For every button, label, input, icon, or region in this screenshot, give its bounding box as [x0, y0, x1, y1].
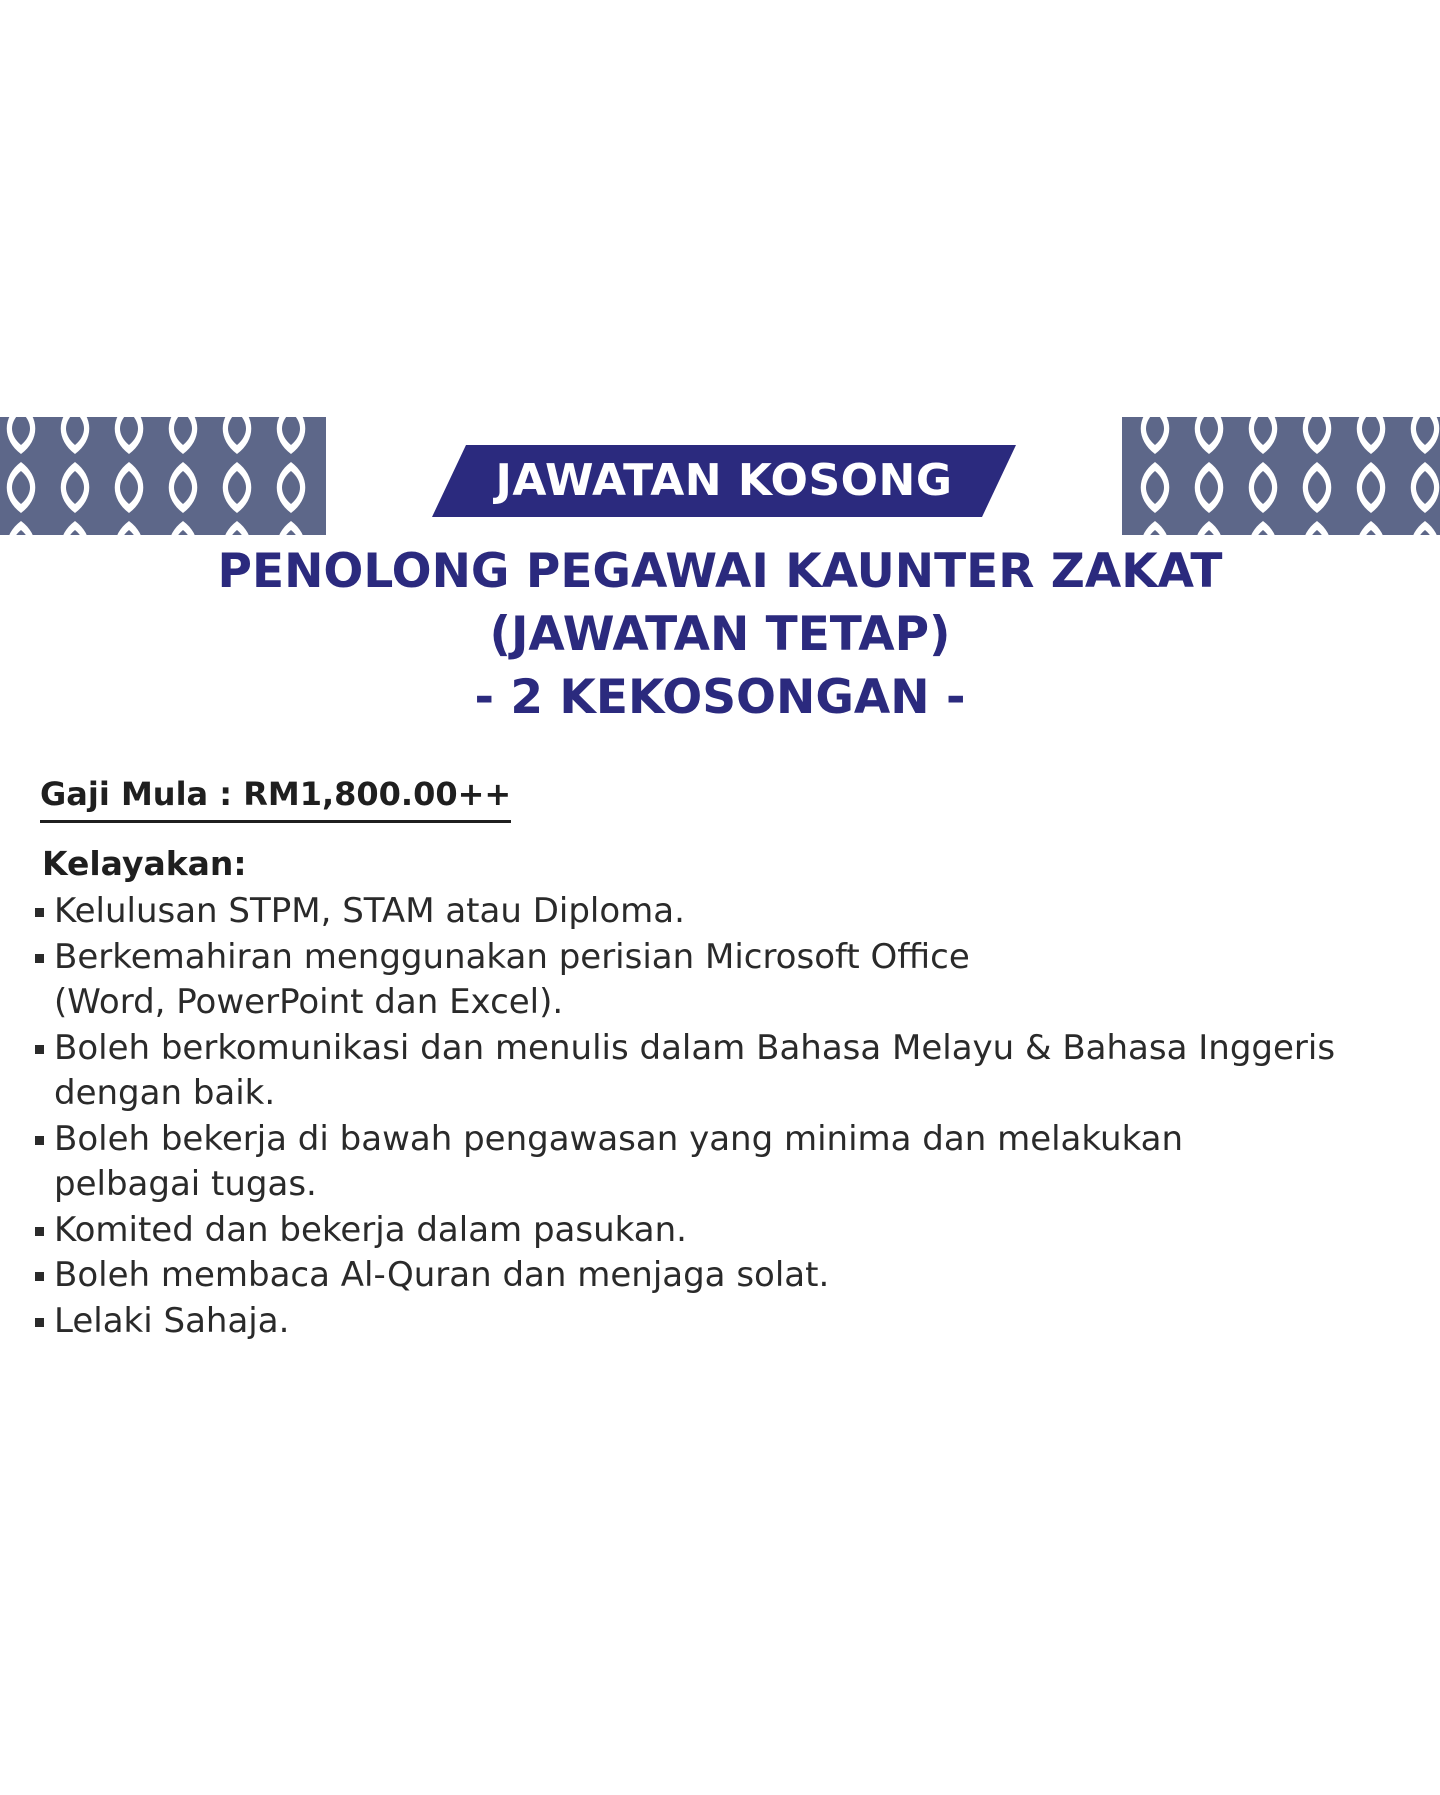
qualification-item	[34, 1208, 1434, 1254]
qualification-text: (Word, PowerPoint dan Excel).	[54, 982, 564, 1022]
qualification-text: Berkemahiran menggunakan perisian Microsoft Office	[54, 936, 970, 977]
bullet-icon	[35, 1136, 44, 1145]
scallop-pattern-graphic	[0, 417, 326, 535]
vacancy-banner	[432, 445, 1016, 517]
qualification-item	[34, 1026, 1434, 1117]
decorative-pattern-right	[1122, 417, 1440, 535]
qualification-text: Boleh berkomunikasi dan menulis dalam Bahasa Melayu & Bahasa Inggeris	[54, 1027, 1336, 1068]
qualifications-list	[34, 889, 1434, 1344]
decorative-pattern-left	[0, 417, 326, 535]
vacancy-count: - 2 KEKOSONGAN -	[474, 670, 966, 725]
qualification-item	[34, 1117, 1434, 1208]
qualification-text: Boleh membaca Al-Quran dan menjaga solat.	[54, 1255, 830, 1295]
qualification-item	[34, 935, 1434, 1026]
banner-label: JAWATAN KOSONG	[495, 455, 953, 506]
qualification-item	[34, 889, 1434, 935]
bullet-icon	[35, 1227, 44, 1236]
qualification-item	[34, 1299, 1434, 1345]
qualification-text: Komited dan bekerja dalam pasukan.	[54, 1209, 687, 1250]
job-status: (JAWATAN TETAP)	[489, 607, 951, 662]
starting-salary: Gaji Mula : RM1,800.00++	[40, 768, 511, 823]
qualification-item	[34, 1253, 1434, 1299]
scallop-pattern-graphic	[1122, 417, 1440, 535]
qualification-text: Boleh bekerja di bawah pengawasan yang minima dan melakukan	[54, 1118, 1184, 1159]
bullet-icon	[35, 1045, 44, 1054]
bullet-icon	[35, 1272, 44, 1281]
qualification-text: pelbagai tugas.	[54, 1164, 317, 1204]
qualification-text: Lelaki Sahaja.	[54, 1300, 290, 1341]
qualifications-heading: Kelayakan:	[42, 844, 247, 883]
bullet-icon	[35, 908, 44, 917]
bullet-icon	[35, 1318, 44, 1327]
bullet-icon	[35, 954, 44, 963]
job-title: PENOLONG PEGAWAI KAUNTER ZAKAT	[217, 544, 1223, 599]
qualification-text: dengan baik.	[54, 1073, 276, 1113]
job-title-block	[0, 540, 1440, 729]
qualification-text: Kelulusan STPM, STAM atau Diploma.	[54, 891, 685, 931]
